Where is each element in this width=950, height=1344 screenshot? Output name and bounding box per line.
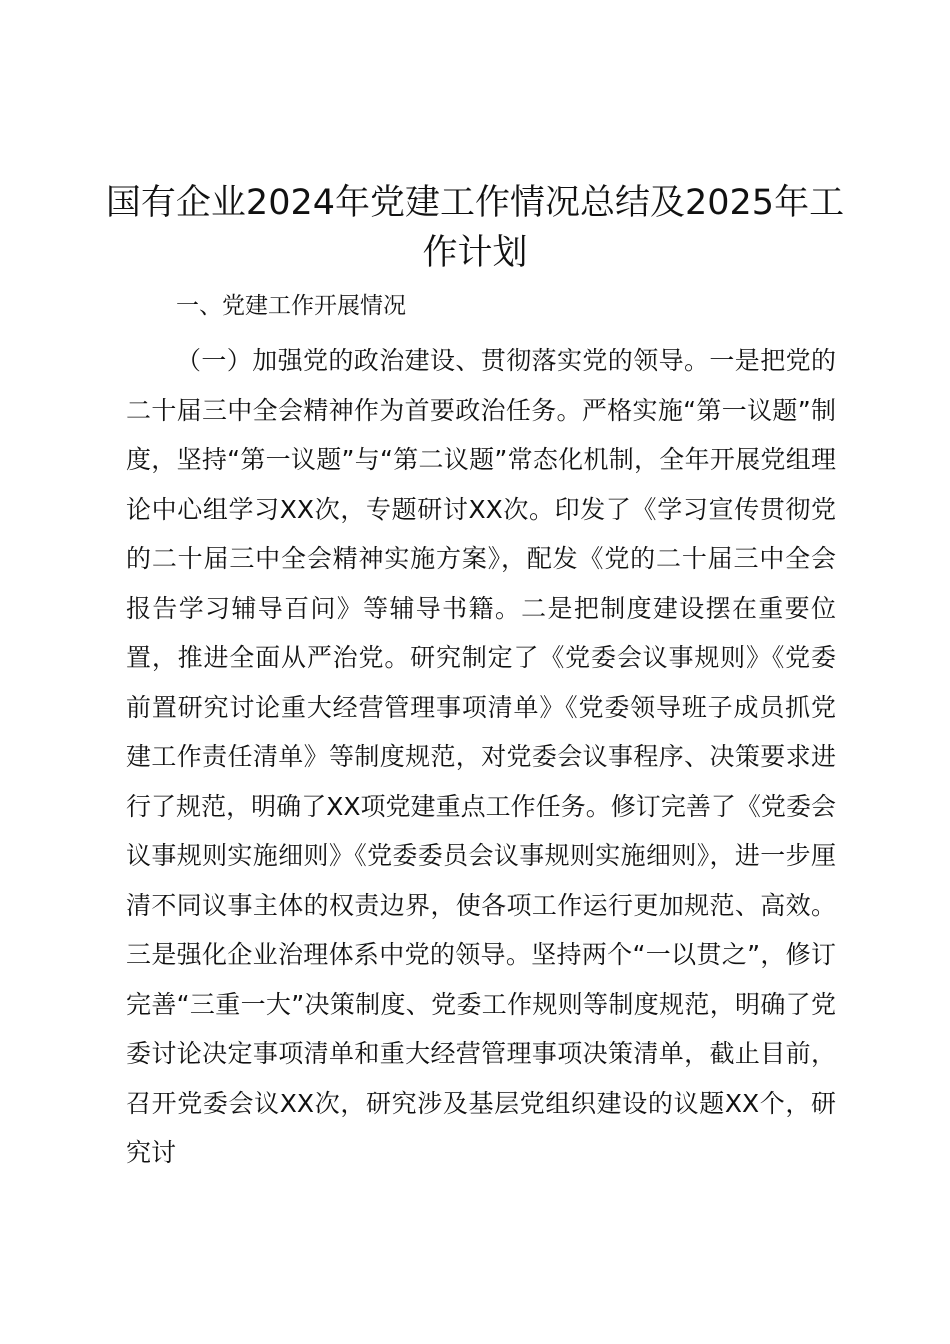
document-title: 国有企业2024年党建工作情况总结及2025年工作计划 [105, 183, 845, 273]
body-paragraph: （一）加强党的政治建设、贯彻落实党的领导。一是把党的二十届三中全会精神作为首要政治任务。严格实施“第一议题”制度，坚持“第一议题”与“第二议题”常态化机制，全年开展党组理论中心组学习XX次，专题研讨XX次。印发了《学习宣传贯彻党的二十届三中全会精神实施方案》，配发《党的二十届三中全会报告学习辅导百问》等辅导书籍。二是把制度建设摆在重要位置，推进全面从严治党。研究制定了《党委会议事规则》《党委前置研究讨论重大经营管理事项清单》《党委领导班子成员抓党建工作责任清单》等制度规范，对党委会议事程序、决策要求进行了规范，明确了XX项党建重点工作任务。修订完善了《党委会议事规则实施细则》《党委委员会议事规则实施细则》，进一步厘清不同议事主体的权责边界，使各项工作运行更加规范、高效。三是强化企业治理体系中党的领导。坚持两个“一以贯之”，修订完善“三重一大”决策制度、党委工作规则等制度规范，明确了党委讨论决定事项清单和重大经营管理事项决策清单，截止目前，召开党委会议XX次，研究涉及基层党组织建设的议题XX个，研究讨 [126, 346, 836, 1167]
section-heading: 一、党建工作开展情况 [176, 293, 406, 319]
